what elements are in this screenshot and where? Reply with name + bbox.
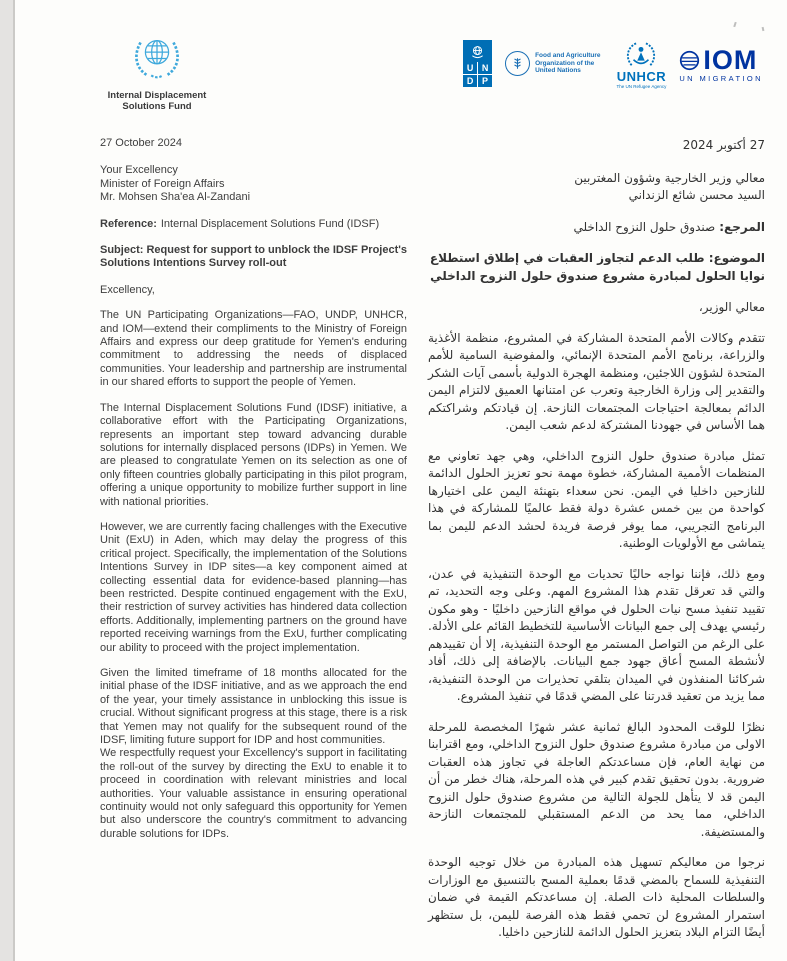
reference-line-english: [100, 218, 407, 231]
unhcr-tagline: The UN Refugee Agency: [616, 84, 667, 89]
paragraph-english: We respectfully request your Excellency's support in facilitating the roll-out of the survey by directing the ExU to enable it to proceed in coordination with relevant ministries and local authorities. Your valuable assistance in ensuring operational continuity would not only safeguard this opportunity for Yemen but also underscore the country's commitment to advancing durable solutions for IDPs.: [100, 747, 407, 840]
reference-line-arabic: [428, 219, 765, 237]
un-crest-icon: [463, 43, 492, 60]
unhcr-label: UNHCR: [616, 69, 667, 84]
paragraph-arabic: ومع ذلك، فإننا نواجه حاليًا تحديات مع الوحدة التنفيذية في عدن، والتي قد تعرقل تقدم هذا المشروع المهم. وعلى وجه التحديد، تم تقييد تنفيذ مسح نيات الحلول في مواقع النازحين داخليًا - وهو مكون رئيسي يهدف إلى جمع البيانات الأساسية للتخطيط القائم على الأدلة. على الرغم من التواصل المستمر مع الوحدة التنفيذية، إلا أن تقييدهم لأنشطة المسح أعاق جهود جمع البيانات. بالإضافة إلى ذلك، أفاد شركائنا المنفذون في الميدان بتلقي تحذيرات من الوحدة التنفيذية، مما يزيد من تعقيد قدرتنا على المضي قدمًا في تنفيذ المشروع.: [428, 566, 765, 703]
undp-logo: [463, 40, 492, 87]
addressee-english: [100, 164, 407, 204]
fao-wheat-icon: [505, 51, 530, 76]
reference-text: Internal Displacement Solutions Fund (IDSF): [160, 217, 380, 230]
salutation-arabic: معالي الوزير،: [698, 300, 765, 314]
addressee-line: Minister of Foreign Affairs: [100, 177, 225, 190]
fao-text-line3: United Nations: [535, 67, 581, 75]
undp-letters: [463, 62, 492, 87]
addressee-line: Your Excellency: [100, 164, 178, 177]
idsf-logo-name: [96, 90, 218, 112]
date-arabic: 27 أكتوبر 2024: [682, 138, 765, 152]
arabic-column: [428, 137, 765, 955]
paragraph-english: However, we are currently facing challenges with the Executive Unit (ExU) in Aden, which may delay the progress of this critical project. Specifically, the implementation of the Solutions Intentions Survey in IDP sites—a key component aimed at collecting essential data for evidence-based planning—has been restricted. Despite continued engagement with the ExU, their restriction of survey activities has hindered data collection efforts. Additionally, implementing partners on the ground have reported receiving warnings from the ExU, further complicating our ability to proceed with the project implementation.: [100, 520, 407, 654]
fao-logo: [505, 51, 600, 76]
reference-label: المرجع:: [719, 219, 765, 234]
reference-label: Reference:: [100, 217, 157, 230]
paragraph-english: The UN Participating Organizations—FAO, UNDP, UNHCR, and IOM—extend their compliments to the Ministry of Foreign Affairs and express our deep gratitude for Yemen's enduring commitment to addressing the needs of displaced communities. Your leadership and partnership are instrumental in our shared efforts to support the people of Yemen.: [100, 309, 407, 389]
scan-artifact: [762, 27, 765, 31]
iom-tagline: UN MIGRATION: [679, 74, 763, 83]
iom-label: IOM: [703, 45, 758, 75]
unhcr-logo: [617, 41, 667, 89]
un-emblem-icon: [128, 30, 186, 84]
paragraph-english: Given the limited timeframe of 18 months allocated for the initial phase of the IDSF initiative, and as we approach the end of the year, your timely assistance in unblocking this issue is crucial. Without significant progress at this stage, there is a risk that Yemen may not qualify for the subsequent round of the IDSF, limiting future support for IDP and host communities.: [100, 667, 407, 747]
paragraph-arabic: نرجوا من معاليكم تسهيل هذه المبادرة من خلال توجيه الوحدة التنفيذية للسماح بالمضي قدمًا بعملية المسح بالتنسيق مع الوزارات والسلطات المحلية ذات الصلة. إن مساعدتكم القيمة في ضمان استمرار المشروع لن تحمي فقط هذه الفرصة لليمن، بل ستظهر أيضًا التزام البلاد بتعزيز الحلول الدائمة للنازحين داخليا.: [428, 855, 765, 939]
salutation-english: Excellency,: [100, 283, 155, 296]
date-english: 27 October 2024: [100, 137, 182, 149]
english-column: [100, 137, 407, 853]
letter-body: [100, 137, 765, 955]
addressee-line: معالي وزير الخارجية وشؤون المغتربين: [574, 170, 765, 185]
iom-globe-icon: [679, 50, 700, 71]
fao-logo-text: [535, 52, 600, 75]
undp-letter: P: [478, 75, 492, 87]
fao-text-line2: Organization of the: [535, 59, 595, 67]
addressee-arabic: [428, 170, 765, 205]
iom-logo: [679, 45, 763, 83]
undp-letter: D: [463, 75, 477, 87]
paragraph-arabic: تمثل مبادرة صندوق حلول النزوح الداخلي، وهي جهد تعاوني مع المنظمات الأممية المشاركة، خطوة مهمة نحو تعزيز الحلول الدائمة للنازحين داخليا في اليمن. نحن سعداء بتهنئة اليمن على اختيارها كواحدة من بين خمس عشرة دولة فقط عالميًا للمشاركة في هذا البرنامج التجريبي، مما يوفر فرصة فريدة لحشد الدعم لليمن بما يتماشى مع الأولويات الوطنية.: [428, 448, 765, 550]
addressee-line: Mr. Mohsen Sha'ea Al-Zandani: [100, 191, 251, 204]
subject-english: Subject: Request for support to unblock the IDSF Project's Solutions Intentions Survey roll-out: [100, 244, 407, 270]
idsf-name-line1: Internal Displacement: [107, 90, 207, 101]
unhcr-emblem-icon: [623, 41, 659, 69]
scan-edge: [0, 0, 15, 961]
idsf-name-line2: Solutions Fund: [122, 101, 192, 112]
partner-logos: [463, 40, 763, 89]
fao-text-line1: Food and Agriculture: [535, 52, 601, 60]
paragraph-arabic: تتقدم وكالات الأمم المتحدة المشاركة في المشروع، منظمة الأغذية والزراعة، برنامج الأمم المتحدة الإنمائي، والمفوضية السامية للأمم المتحدة لشؤون اللاجئين، ومنظمة الهجرة الدولية بأسمى آيات الشكر والتقدير إلى وزارة الخارجية وتعرب عن امتنانها العميق لالتزام اليمن الدائم بمعالجة احتياجات المجتمعات النازحة. إن قيادتكم وشراكتكم هما الأساس في جهودنا المشتركة لدعم شعب اليمن.: [428, 330, 765, 432]
idsf-logo: [96, 30, 218, 112]
subject-arabic: الموضوع: طلب الدعم لتجاوز العقبات في إطلاق استطلاع نوايا الحلول لمبادرة مشروع صندوق حلول النزوح الداخلي: [429, 251, 765, 283]
reference-text: صندوق حلول النزوح الداخلي: [573, 219, 716, 234]
addressee-line: السيد محسن شائع الزنداني: [628, 188, 765, 202]
scan-artifact: [733, 22, 736, 27]
undp-letter: U: [463, 62, 477, 74]
paragraph-english: The Internal Displacement Solutions Fund (IDSF) initiative, a collaborative effort with the Participating Organizations, represents an important step toward advancing durable solutions for internally displaced persons (IDPs) in Yemen. We are pleased to congratulate Yemen on its selection as one of only fifteen countries globally participating in this pilot program, offering a unique opportunity to mobilize further support in line with national priorities.: [100, 401, 407, 508]
paragraph-arabic: نظرًا للوقت المحدود البالغ ثمانية عشر شهرًا المخصصة للمرحلة الاولى من مبادرة مشروع صندوق حلول النزوح الداخلي، ومع اقترابنا من نهاية العام، فإن مساعدتكم العاجلة في تجاوز هذه العقبات ضرورية. بدون تحقيق تقدم كبير في هذه المرحلة، هناك خطر من أن اليمن قد لا يتأهل للجولة التالية من مشروع صندوق حلول النزوح الداخلي، مما يحد من الدعم المستقبلي للمجتمعات النازحة والمستضيفة.: [428, 719, 765, 839]
undp-letter: N: [478, 62, 492, 74]
